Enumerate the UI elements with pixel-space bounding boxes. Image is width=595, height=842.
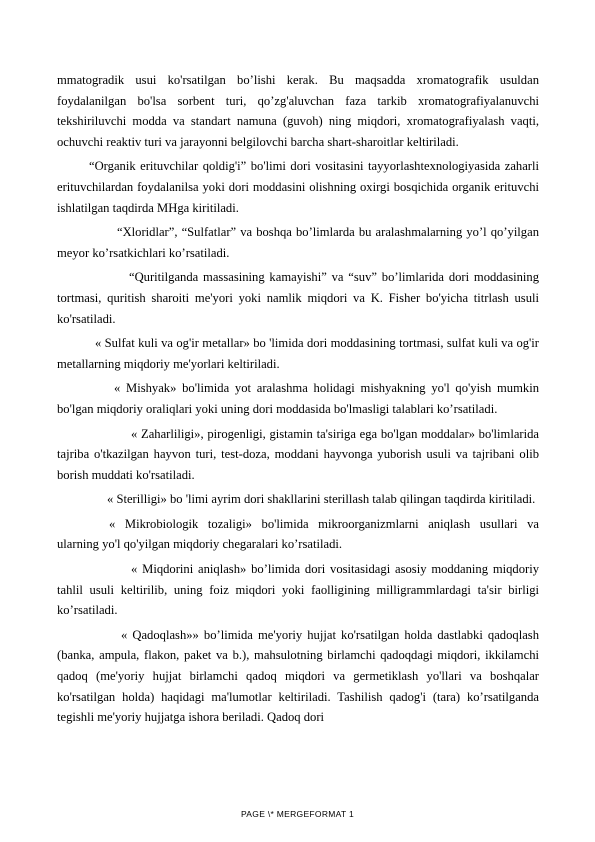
paragraph-assay: « Miqdorini aniqlash» bo’limida dori vositasidagi asosiy moddaning miqdoriy tahlil usuli keltirilib, uning foiz miqdori yoki faolligining milligrammlardagi ta'sir birligi ko’rsatiladi. xyxy=(57,562,539,618)
paragraph-sulfate-ash: « Sulfat kuli va og'ir metallar» bo 'limida dori moddasining tortmasi, sulfat kuli va og'ir metallarning miqdoriy me'yorlari keltiriladi. xyxy=(57,336,539,371)
paragraph-microbiological-purity: « Mikrobiologik tozaligi» bo'limida mikroorganizmlarni aniqlash usullari va ularning yo'l qo'yilgan miqdoriy chegaralari ko’rsatiladi. xyxy=(57,516,539,552)
document-body xyxy=(57,70,539,732)
paragraph-toxicity: « Zaharliligi», pirogenligi, gistamin ta'siriga ega bo'lgan moddalar» bo'limlarida tajriba o'tkazilgan hayvon turi, test-doza, moddani hayvonga yuborish usuli va tajribani olib borish muddati ko'rsatiladi. xyxy=(57,426,539,482)
paragraph-organic-solvents: “Organik erituvchilar qoldig'i” bo'limi dori vositasini tayyorlashtexnologiyasida zaharli erituvchilardan foydalanilsa yoki dori moddasini olishning oxirgi bosqichida organik erituvchi ishlatilgan taqdirda MHga kiritiladi. xyxy=(57,159,539,215)
paragraph-packaging: « Qadoqlash»» bo’limida me'yoriy hujjat ko'rsatilgan holda dastlabki qadoqlash (banka, ampula, flakon, paket va b.), mahsulotning birlamchi qadoqdagi miqdori, ikkilamchi qadoq (me'yoriy hujjat birlamchi qadoq miqdori va germetiklash yo'llari va boshqalar ko'rsatilgan holda) haqidagi ma'lumotlar keltiriladi. Tashilish qadog'i (tara) ko’rsatilganda tegishli me'yoriy hujjatga ishora beriladi. Qadoq dori xyxy=(57,627,539,725)
paragraph-chlorides-sulfates: “Xloridlar”, “Sulfatlar” va boshqa bo’limlarda bu aralashmalarning yo’l qo’yilgan meyor ko’rsatkichlari ko’rsatiladi. xyxy=(57,225,539,260)
page-footer: PAGE \* MERGEFORMAT 1 xyxy=(240,809,355,819)
paragraph-arsenic: « Mishyak» bo'limida yot aralashma holidagi mishyakning yo'l qo'yish mumkin bo'lgan miqdoriy oraliqlari yoki uning dori moddasida bo'lmasligi talablari ko’rsatiladi. xyxy=(57,381,539,416)
paragraph-chromatography-conditions: mmatogradik usui ko'rsatilgan bo’lishi kerak. Bu maqsadda xromatografik usuldan foydalanilgan bo'lsa sorbent turi, qo’zg'aluvchan faza tarkib xromatografiyalanuvchi tekshiriluvchi modda va standart namuna (guvoh) ning miqdori, xromatografiyalash vaqti, ochuvchi reaktiv turi va jarayonni belgilovchi barcha shart-sharoitlar keltiriladi. xyxy=(57,73,539,149)
paragraph-sterility: « Sterilligi» bo 'limi ayrim dori shakllarini sterillash talab qilingan taqdirda kiritiladi. xyxy=(107,492,536,507)
paragraph-loss-on-drying: “Quritilganda massasining kamayishi” va “suv” bo’limlarida dori moddasining tortmasi, quritish sharoiti me'yori yoki namlik miqdori va K. Fisher bo'yicha titrlash usuli ko'rsatiladi. xyxy=(57,270,539,326)
